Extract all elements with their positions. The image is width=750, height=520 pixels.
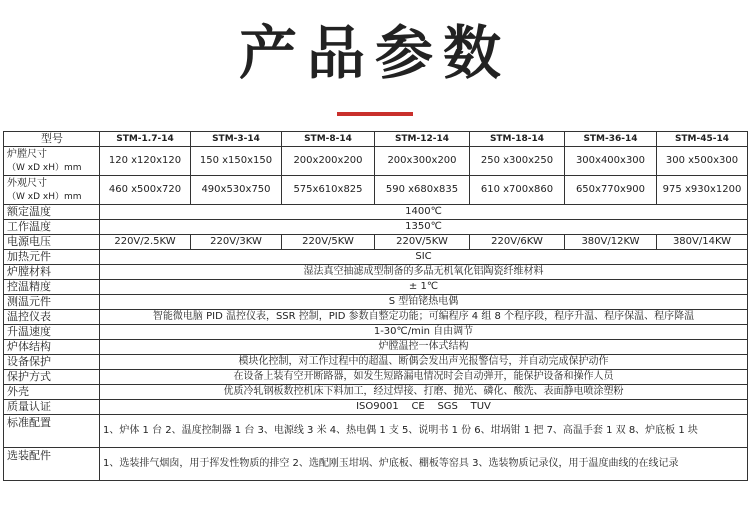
row-controller — [4, 310, 748, 325]
row-standard — [4, 415, 748, 448]
chamber-2: 150 x150x150 — [191, 147, 282, 176]
power-5: 220V/6KW — [470, 235, 565, 250]
cert-value: ISO9001 CE SGS TUV — [100, 400, 748, 415]
label-rated-temp: 额定温度 — [4, 205, 100, 220]
label-chamber — [4, 147, 100, 176]
controller-value: 智能微电脑 PID 温控仪表，SSR 控制，PID 参数自整定功能；可编程序 4 组 8 个程序段，程序升温、程序保温、程序降温 — [100, 310, 748, 325]
page-title: 产品参数 — [238, 19, 511, 87]
model-4: STM-12-14 — [375, 132, 470, 147]
row-heating — [4, 250, 748, 265]
label-chamber-text: 炉膛尺寸 — [7, 148, 47, 160]
power-1: 220V/2.5KW — [100, 235, 191, 250]
model-7: STM-45-14 — [657, 132, 748, 147]
row-optional — [4, 448, 748, 481]
structure-value: 炉膛温控一体式结构 — [100, 340, 748, 355]
row-protect-mode — [4, 370, 748, 385]
outer-4: 590 x680x835 — [375, 176, 470, 205]
label-sensor: 测温元件 — [4, 295, 100, 310]
row-outer — [4, 176, 748, 205]
label-model: 型号 — [4, 132, 100, 147]
label-chamber-unit: （W xD xH）mm — [7, 162, 82, 173]
label-outer — [4, 176, 100, 205]
model-3: STM-8-14 — [282, 132, 375, 147]
shell-value: 优质冷轧钢板数控机床下料加工，经过焊接、打磨、抛光、磷化、酸洗、表面静电喷涂塑粉 — [100, 385, 748, 400]
standard-value: 1、炉体 1 台 2、温度控制器 1 台 3、电源线 3 米 4、热电偶 1 支 5、说明书 1 份 6、坩埚钳 1 把 7、高温手套 1 双 8、炉底板 1 块 — [100, 415, 748, 448]
chamber-3: 200x200x200 — [282, 147, 375, 176]
row-work-temp — [4, 220, 748, 235]
spec-table — [3, 131, 748, 481]
row-model — [4, 132, 748, 147]
material-value: 湿法真空抽滤成型制备的多晶无机氧化铝陶瓷纤维材料 — [100, 265, 748, 280]
outer-7: 975 x930x1200 — [657, 176, 748, 205]
label-controller: 温控仪表 — [4, 310, 100, 325]
chamber-5: 250 x300x250 — [470, 147, 565, 176]
row-rated-temp — [4, 205, 748, 220]
label-heating-rate: 升温速度 — [4, 325, 100, 340]
outer-5: 610 x700x860 — [470, 176, 565, 205]
row-chamber — [4, 147, 748, 176]
outer-3: 575x610x825 — [282, 176, 375, 205]
row-sensor — [4, 295, 748, 310]
chamber-4: 200x300x200 — [375, 147, 470, 176]
sensor-value: S 型铂铑热电偶 — [100, 295, 748, 310]
label-power: 电源电压 — [4, 235, 100, 250]
chamber-6: 300x400x300 — [565, 147, 657, 176]
accuracy-value: ± 1℃ — [100, 280, 748, 295]
row-shell — [4, 385, 748, 400]
chamber-1: 120 x120x120 — [100, 147, 191, 176]
row-material — [4, 265, 748, 280]
work-temp-value: 1350℃ — [100, 220, 748, 235]
label-protection: 设备保护 — [4, 355, 100, 370]
power-2: 220V/3KW — [191, 235, 282, 250]
label-standard: 标准配置 — [4, 415, 100, 448]
outer-6: 650x770x900 — [565, 176, 657, 205]
model-1: STM-1.7-14 — [100, 132, 191, 147]
optional-value: 1、选装排气烟囱，用于挥发性物质的排空 2、选配刚玉坩埚、炉底板、棚板等窑具 3、选装物质记录仪，用于温度曲线的在线记录 — [100, 448, 748, 481]
label-outer-text: 外观尺寸 — [7, 177, 47, 189]
row-power — [4, 235, 748, 250]
label-heating: 加热元件 — [4, 250, 100, 265]
row-structure — [4, 340, 748, 355]
label-material: 炉膛材料 — [4, 265, 100, 280]
label-protect-mode: 保护方式 — [4, 370, 100, 385]
model-2: STM-3-14 — [191, 132, 282, 147]
power-6: 380V/12KW — [565, 235, 657, 250]
label-cert: 质量认证 — [4, 400, 100, 415]
row-protection — [4, 355, 748, 370]
power-4: 220V/5KW — [375, 235, 470, 250]
label-work-temp: 工作温度 — [4, 220, 100, 235]
chamber-7: 300 x500x300 — [657, 147, 748, 176]
model-5: STM-18-14 — [470, 132, 565, 147]
heating-rate-value: 1-30℃/min 自由调节 — [100, 325, 748, 340]
label-optional: 选装配件 — [4, 448, 100, 481]
outer-1: 460 x500x720 — [100, 176, 191, 205]
label-outer-unit: （W xD xH）mm — [7, 191, 82, 202]
label-structure: 炉体结构 — [4, 340, 100, 355]
outer-2: 490x530x750 — [191, 176, 282, 205]
row-heating-rate — [4, 325, 748, 340]
protection-value: 模块化控制，对工作过程中的超温、断偶会发出声光报警信号，并自动完成保护动作 — [100, 355, 748, 370]
heating-value: SIC — [100, 250, 748, 265]
row-accuracy — [4, 280, 748, 295]
label-accuracy: 控温精度 — [4, 280, 100, 295]
protect-mode-value: 在设备上装有空开断路器，如发生短路漏电情况时会自动弹开，能保护设备和操作人员 — [100, 370, 748, 385]
power-7: 380V/14KW — [657, 235, 748, 250]
row-cert — [4, 400, 748, 415]
label-shell: 外壳 — [4, 385, 100, 400]
model-6: STM-36-14 — [565, 132, 657, 147]
rated-temp-value: 1400℃ — [100, 205, 748, 220]
power-3: 220V/5KW — [282, 235, 375, 250]
title-underline — [337, 112, 413, 116]
